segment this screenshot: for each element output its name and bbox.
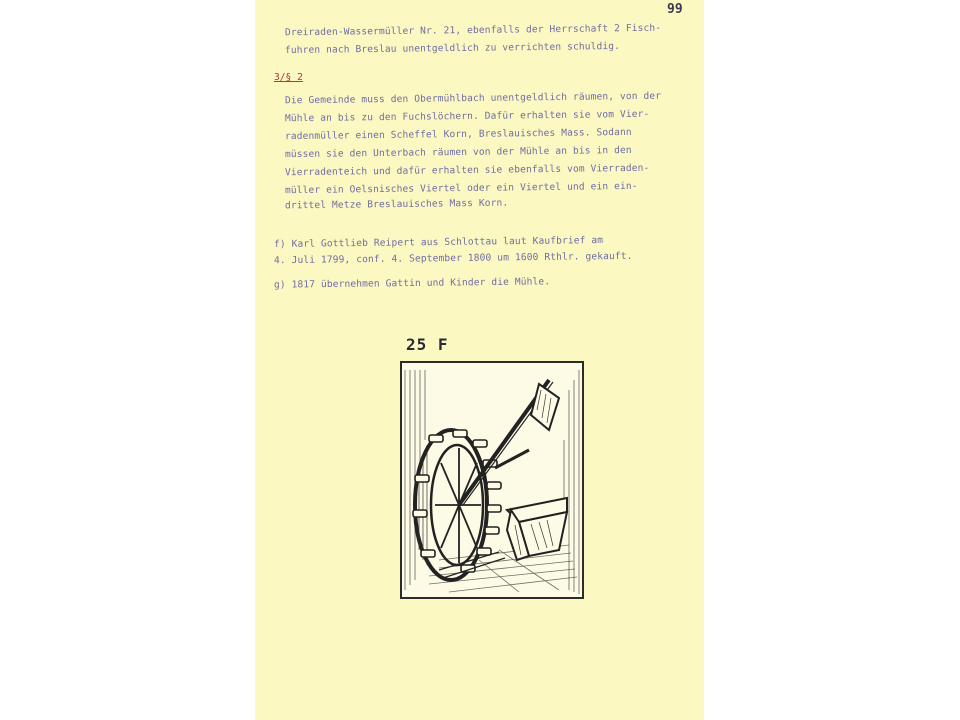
paragraph-line-7: drittel Metze Breslauisches Mass Korn. (284, 197, 509, 212)
paragraph-line-6: müller ein Oelsnisches Viertel oder ein Viertel und ein ein- (284, 180, 638, 197)
paragraph-line-1: Die Gemeinde muss den Obermühlbach unentgeldlich räumen, von der (284, 90, 662, 107)
paragraph-line-2: Mühle an bis zu den Fuchslöchern. Dafür erhalten sie vom Vier- (284, 108, 650, 125)
entry-f-line-2: 4. Juli 1799, conf. 4. September 1800 um 1600 Rthlr. gekauft. (273, 250, 633, 267)
intro-line-1: Dreiraden-Wassermüller Nr. 21, ebenfalls der Herrschaft 2 Fisch- (284, 22, 662, 39)
document-page (255, 0, 704, 720)
entry-f-line-1: f) Karl Gottlieb Reipert aus Schlottau laut Kaufbrief am (273, 234, 604, 251)
paragraph-line-3: radenmüller einen Scheffel Korn, Breslauisches Mass. Sodann (284, 126, 632, 143)
intro-line-2: fuhren nach Breslau unentgeldlich zu verrichten schuldig. (284, 40, 620, 57)
section-heading: 3/§ 2 (274, 72, 303, 83)
paragraph-line-5: Vierradenteich und dafür erhalten sie ebenfalls vom Vierraden- (284, 162, 650, 179)
paragraph-line-4: müssen sie den Unterbach räumen von der Mühle an bis in den (284, 144, 632, 161)
water-mill-woodcut-image (399, 360, 585, 600)
entry-g: g) 1817 übernehmen Gattin und Kinder die Mühle. (273, 276, 551, 291)
page-number: 99 (667, 2, 683, 17)
figure-label: 25 F (406, 335, 449, 354)
